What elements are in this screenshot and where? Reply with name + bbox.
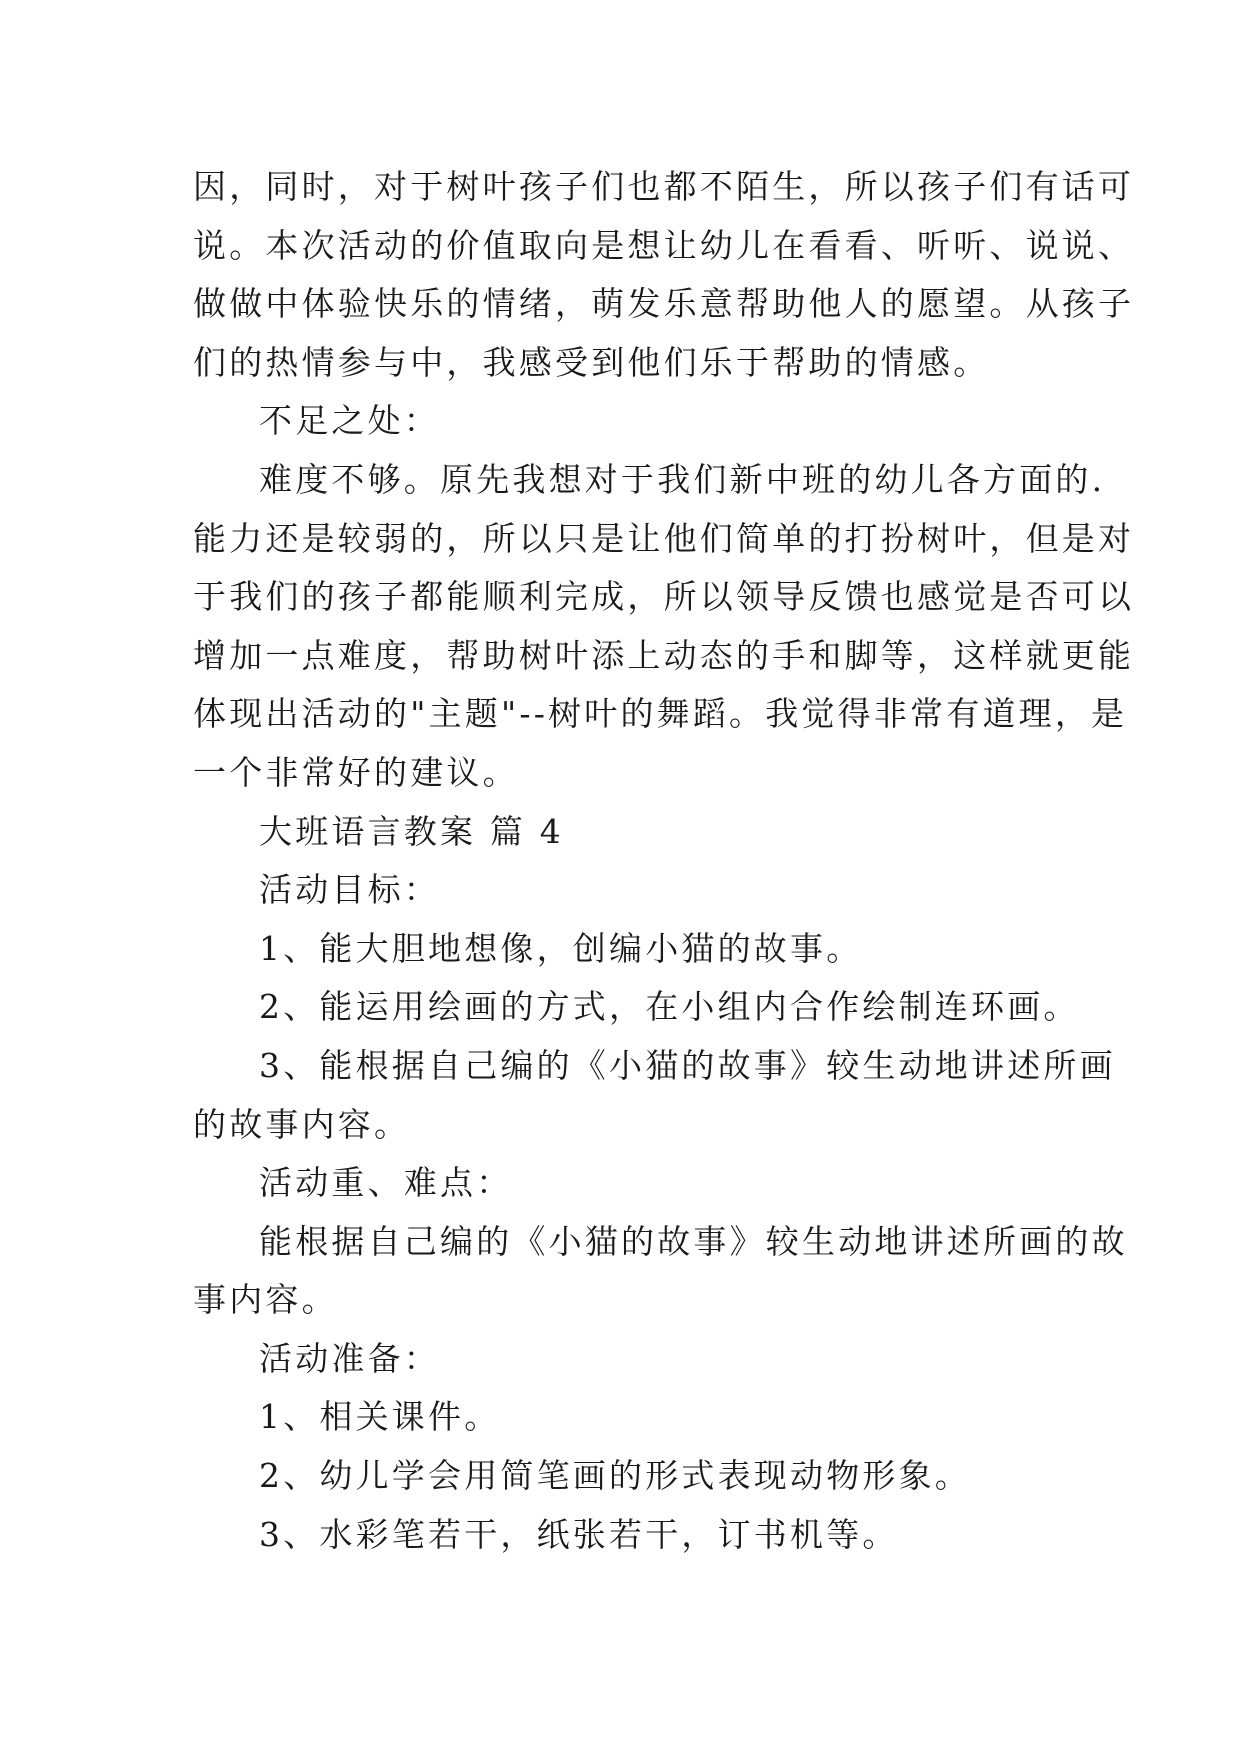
text-line: 的故事内容。 [193, 1104, 411, 1144]
document-body [193, 158, 1135, 1564]
lesson-title: 大班语言教案 篇 4 [259, 811, 564, 851]
section-heading: 不足之处： [259, 401, 440, 441]
text-line: 事内容。 [193, 1280, 338, 1320]
text-line: 做做中体验快乐的情绪，萌发乐意帮助他人的愿望。从孩子 [193, 284, 1135, 324]
text-line: 因，同时，对于树叶孩子们也都不陌生，所以孩子们有话可 [193, 167, 1135, 206]
text-line: 难度不够。原先我想对于我们新中班的幼儿各方面的. [259, 459, 1106, 499]
text-line: 体现出活动的"主题"--树叶的舞蹈。我觉得非常有道理，是 [193, 694, 1128, 734]
list-item: 1、相关课件。 [259, 1397, 501, 1437]
section-heading: 活动目标： [259, 870, 440, 910]
list-item: 3、能根据自己编的《小猫的故事》较生动地讲述所画 [259, 1045, 1116, 1085]
text-line: 一个非常好的建议。 [193, 752, 519, 792]
section-heading: 活动准备： [259, 1338, 440, 1378]
text-line: 们的热情参与中，我感受到他们乐于帮助的情感。 [193, 342, 990, 382]
list-item: 2、幼儿学会用简笔画的形式表现动物形象。 [259, 1456, 971, 1496]
text-line: 增加一点难度，帮助树叶添上动态的手和脚等，这样就更能 [193, 635, 1135, 675]
text-line: 能根据自己编的《小猫的故事》较生动地讲述所画的故 [259, 1221, 1128, 1261]
section-heading: 活动重、难点： [259, 1163, 513, 1203]
text-line: 于我们的孩子都能顺利完成，所以领导反馈也感觉是否可以 [193, 577, 1135, 617]
list-item: 2、能运用绘画的方式，在小组内合作绘制连环画。 [259, 987, 1080, 1027]
list-item: 3、水彩笔若干，纸张若干，订书机等。 [259, 1514, 899, 1554]
text-line: 说。本次活动的价值取向是想让幼儿在看看、听听、说说、 [193, 225, 1135, 265]
list-item: 1、能大胆地想像，创编小猫的故事。 [259, 928, 863, 968]
text-line: 能力还是较弱的，所以只是让他们简单的打扮树叶，但是对 [193, 518, 1135, 558]
